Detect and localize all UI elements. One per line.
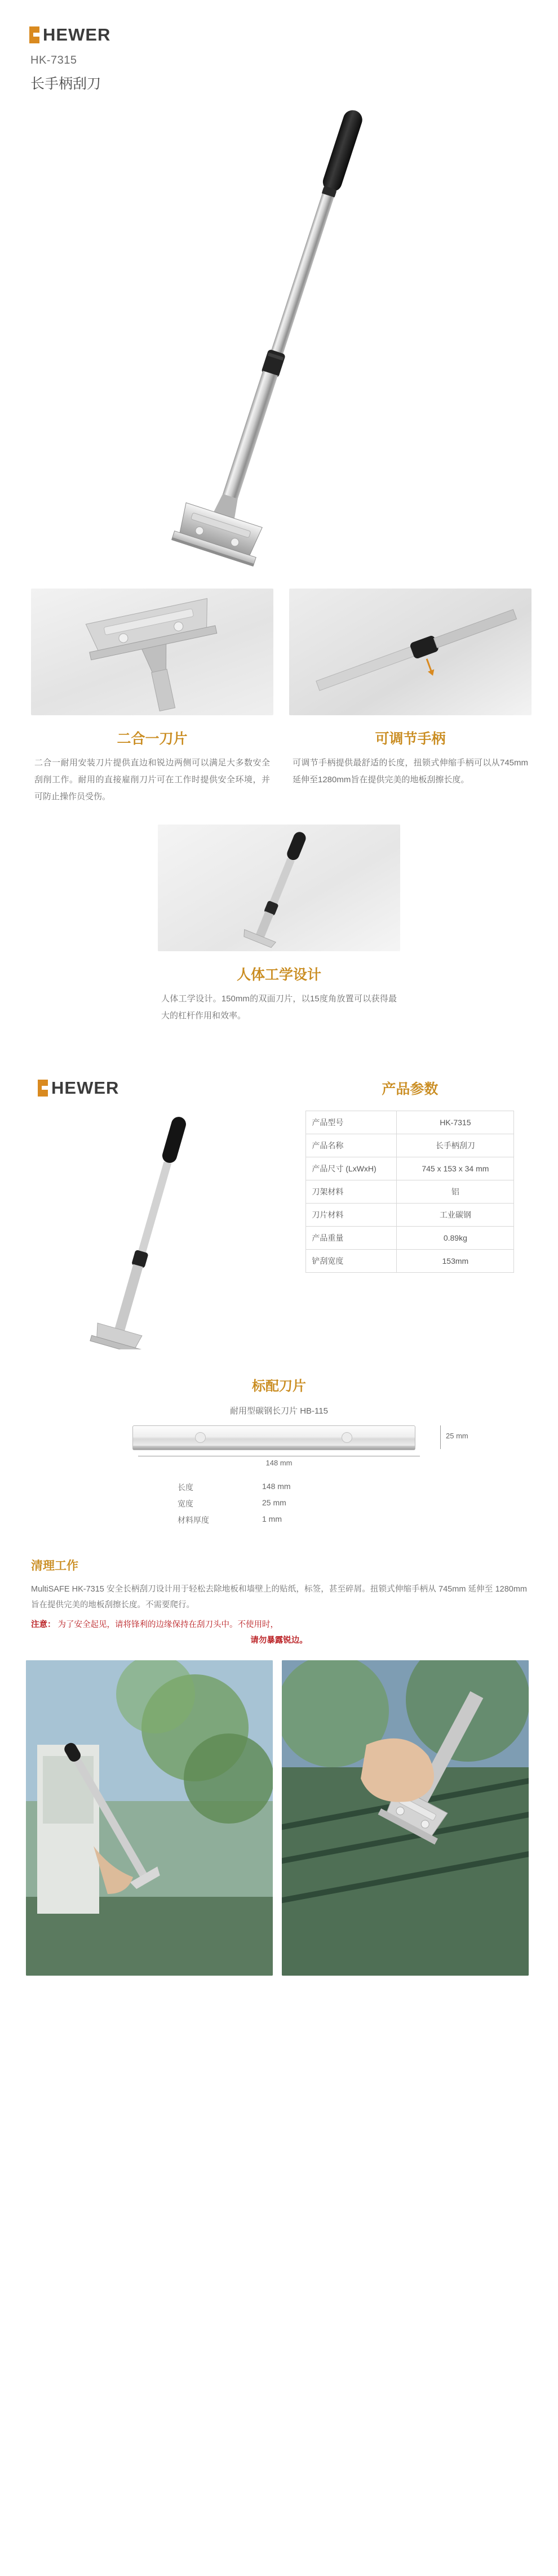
feature-text: 人体工学设计。150mm的双面刀片，以15度角放置可以获得最大的杠杆作用和效率。 [161,994,397,1020]
blade-width-label: 148 mm [265,1459,293,1467]
blade-spec-value: 1 mm [262,1514,282,1523]
feature-image-blade [31,589,273,715]
spec-key: 刀片材料 [306,1204,397,1227]
ergonomic-photo [158,825,400,951]
blade-body [132,1425,415,1450]
cleaning-work-note [31,1617,527,1633]
blade-width-dimension [132,1456,426,1467]
brand-logo [29,25,558,45]
feature-caption: 二合一刀片 [117,731,188,747]
spec-key: 刀架材料 [306,1180,397,1204]
brand-name: HEWER [43,25,111,44]
hero-product-image [0,93,558,589]
blade-hole [342,1432,352,1443]
blade-spec-value: 148 mm [262,1482,291,1491]
logo-mark-icon [38,1080,48,1097]
blade-spec-key: 宽度 [178,1499,193,1508]
blade-spec-key: 长度 [178,1483,193,1492]
note-strong: 请勿暴露锐边。 [250,1635,308,1645]
application-photo-gutter [282,1660,529,1976]
spec-value: 长手柄刮刀 [397,1134,514,1157]
feature-row-1 [31,589,527,805]
spec-table-body [306,1111,514,1273]
spec-product-illustration [31,1107,268,1349]
spec-table [305,1111,514,1273]
photo-gutter-scene [282,1660,529,1976]
feature-text: 可调节手柄提供最舒适的长度，扭锁式伸缩手柄可以从745mm延伸至1280mm旨在提供完美的地板刮擦长度。 [293,758,528,785]
spec-key: 产品名称 [306,1134,397,1157]
spec-title: 产品参数 [382,1081,439,1097]
table-row [306,1204,514,1227]
logo-mark-icon [29,26,39,43]
cleaning-work-heading: 清理工作 [31,1559,78,1572]
blade-spec-value: 25 mm [262,1498,286,1507]
note-label: 注意： [31,1620,56,1629]
spec-value: 0.89kg [397,1227,514,1250]
feature-text: 二合一耐用安装刀片提供直边和锐边两侧可以满足大多数安全刮削工作。耐用的直接雇削刀片可在工作时提供安全环境，并可防止操作员受伤。 [34,758,270,801]
feature-row-2 [31,825,527,1024]
feature-image-handle [289,589,532,715]
spec-right-column [293,1078,527,1352]
application-photo-wall [26,1660,273,1976]
blade-head-photo [31,589,273,715]
dimension-line [440,1425,441,1449]
application-photos [0,1660,558,2004]
feature-card-ergonomic [158,825,400,1024]
cleaning-work-paragraph: MultiSAFE HK-7315 安全长柄刮刀设计用于轻松去除地板和墙壁上的贴纸，标签，甚至碎屑。扭锁式伸缩手柄从 745mm 延伸至 1280mm 旨在提供完美的地板刮擦长度。不需要爬行。 [31,1585,527,1610]
blade-name: 耐用型碳钢长刀片 HB-115 [230,1406,328,1416]
feature-image-ergonomic [158,825,400,951]
spec-left-column [31,1078,293,1352]
brand-name: HEWER [51,1078,119,1098]
list-item [178,1482,380,1493]
spec-key: 产品型号 [306,1111,397,1134]
table-row [306,1134,514,1157]
spec-key: 铲刮宽度 [306,1250,397,1273]
spec-key: 产品尺寸 (LxWxH) [306,1157,397,1180]
spec-value: 745 x 153 x 34 mm [397,1157,514,1180]
list-item [178,1498,380,1509]
blade-spec-list [178,1482,380,1526]
blade-height-dimension [436,1425,470,1449]
product-model: HK-7315 [30,54,77,66]
adjustable-handle-photo [289,589,532,715]
blade-title: 标配刀片 [252,1379,306,1394]
spec-section [0,1078,558,1352]
table-row [306,1111,514,1134]
spec-value: 153mm [397,1250,514,1273]
page-title: 长手柄刮刀 [30,76,101,92]
blade-spec-key: 材料厚度 [178,1516,209,1525]
blade-section [0,1375,558,1526]
feature-card-handle [289,589,532,805]
blade-height-label: 25 mm [446,1432,468,1440]
note-text: 为了安全起见，请将锋利的边缘保持在刮刀头中。不使用时， [57,1620,279,1629]
blade-cutting-edge [133,1446,415,1450]
spec-key: 产品重量 [306,1227,397,1250]
feature-section [0,589,558,1024]
page-header [0,0,558,93]
feature-caption: 可调节手柄 [375,731,446,747]
blade-drawing [132,1425,468,1450]
spec-value: HK-7315 [397,1111,514,1134]
list-item [178,1514,380,1526]
scraper-illustration [0,110,558,583]
feature-caption: 人体工学设计 [236,967,321,983]
spec-value: 铝 [397,1180,514,1204]
spec-value: 工业碳钢 [397,1204,514,1227]
brand-logo-secondary [38,1078,293,1098]
cleaning-work-section [0,1557,558,1646]
table-row [306,1180,514,1204]
table-row [306,1157,514,1180]
photo-wall-scene [26,1660,273,1976]
table-row [306,1250,514,1273]
blade-hole [195,1432,206,1443]
table-row [306,1227,514,1250]
feature-card-blade [31,589,273,805]
